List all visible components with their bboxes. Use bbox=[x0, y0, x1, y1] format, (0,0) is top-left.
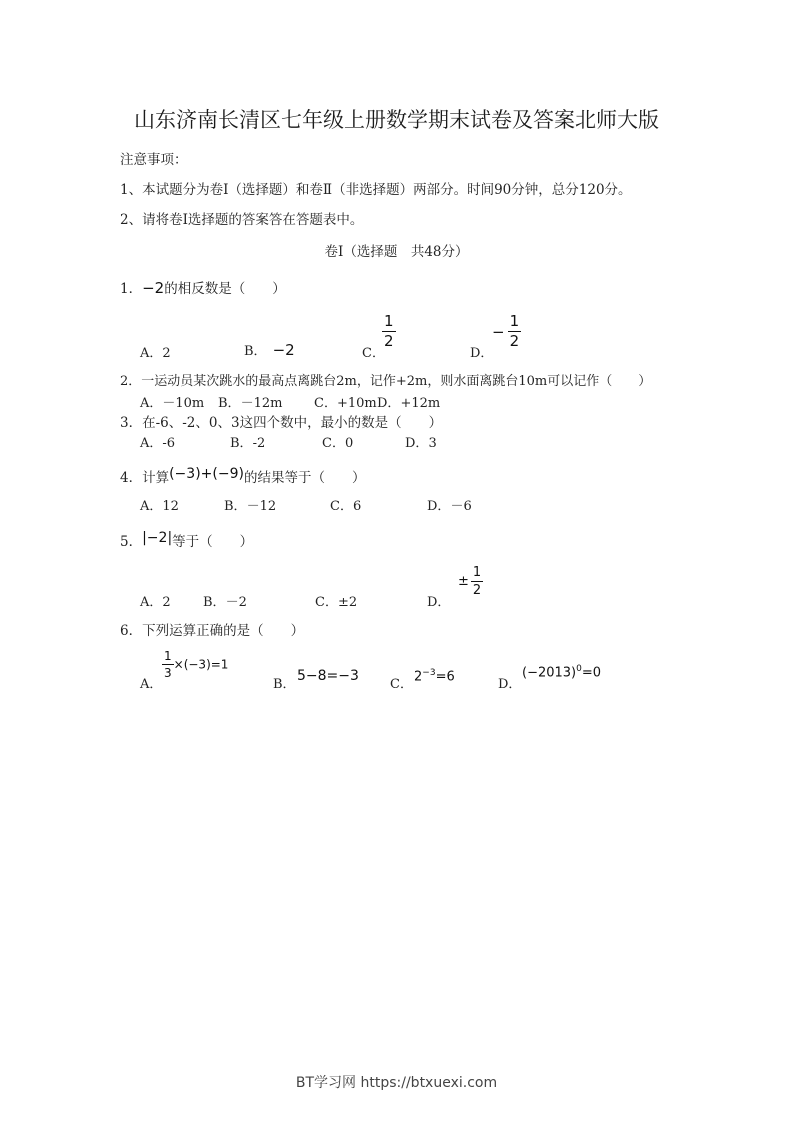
option-d: D．+12m bbox=[377, 396, 441, 411]
section-title: 卷Ⅰ（选择题 共48分） bbox=[324, 244, 469, 260]
option-a: A．12 bbox=[140, 499, 179, 514]
option-c: C．0 bbox=[322, 436, 354, 451]
expression: $(-2013)^0=0$ bbox=[522, 664, 602, 681]
option-d: D． bbox=[470, 346, 494, 361]
question-4: 4．计算(−3)+(−9)的结果等于（ ） bbox=[120, 466, 366, 486]
question-5: 5．|−2|等于（ ） bbox=[120, 530, 254, 550]
option-b: B． bbox=[273, 677, 296, 692]
question-2: 2．一运动员某次跳水的最高点离跳台2m，记作+2m，则水面离跳台10m可以记作（ ） bbox=[120, 374, 652, 389]
expression: 5−8=−3 bbox=[297, 668, 359, 684]
option-c: C． bbox=[390, 677, 413, 692]
page-title: 山东济南长清区七年级上册数学期末试卷及答案北师大版 bbox=[134, 108, 659, 132]
note-item: 1、本试题分为卷Ⅰ（选择题）和卷Ⅱ（非选择题）两部分。时间90分钟，总分120分。 bbox=[120, 182, 632, 198]
option-d: D． bbox=[498, 677, 522, 692]
notes-heading: 注意事项： bbox=[120, 152, 188, 168]
option-c: C． bbox=[362, 346, 385, 361]
fraction: ± $\frac{1}{2}$ bbox=[458, 565, 482, 598]
expression: $2^{-3}=6$ bbox=[414, 668, 455, 685]
option-a: A．-6 bbox=[140, 436, 176, 451]
option-a: A．－10m bbox=[140, 396, 205, 411]
option-c: C．+10m bbox=[314, 396, 377, 411]
option-b: B． −2 bbox=[244, 341, 295, 359]
option-a: A． bbox=[140, 677, 163, 692]
option-b: B．－2 bbox=[203, 595, 247, 610]
option-b: B．-2 bbox=[230, 436, 266, 451]
option-a: A．2 bbox=[140, 595, 171, 610]
option-a: A．2 bbox=[140, 346, 171, 361]
note-item: 2、请将卷Ⅰ选择题的答案答在答题表中。 bbox=[120, 212, 364, 228]
option-d: D． bbox=[427, 595, 451, 610]
option-d: D．3 bbox=[405, 436, 437, 451]
option-c: C．6 bbox=[330, 499, 362, 514]
question-1: 1．−2的相反数是（ ） bbox=[120, 279, 286, 297]
expression: $\frac{1}{3}$ ×(−3)=1 bbox=[164, 649, 229, 680]
footer-watermark: BT学习网 https://btxuexi.com bbox=[295, 1075, 498, 1091]
fraction: − $\frac{1}{2}$ bbox=[492, 312, 520, 350]
question-math: |−2| bbox=[142, 530, 173, 546]
question-3: 3．在-6、-2、0、3这四个数中，最小的数是（ ） bbox=[120, 415, 443, 431]
option-d: D．－6 bbox=[427, 499, 472, 514]
option-c: C．±2 bbox=[315, 595, 358, 610]
question-6: 6．下列运算正确的是（ ） bbox=[120, 623, 305, 639]
fraction: $\frac{1}{2}$ bbox=[384, 312, 394, 350]
option-b: B．－12 bbox=[224, 499, 277, 514]
question-math: (−3)+(−9) bbox=[169, 466, 244, 482]
question-math: −2 bbox=[142, 279, 165, 297]
option-b: B．－12m bbox=[218, 396, 283, 411]
